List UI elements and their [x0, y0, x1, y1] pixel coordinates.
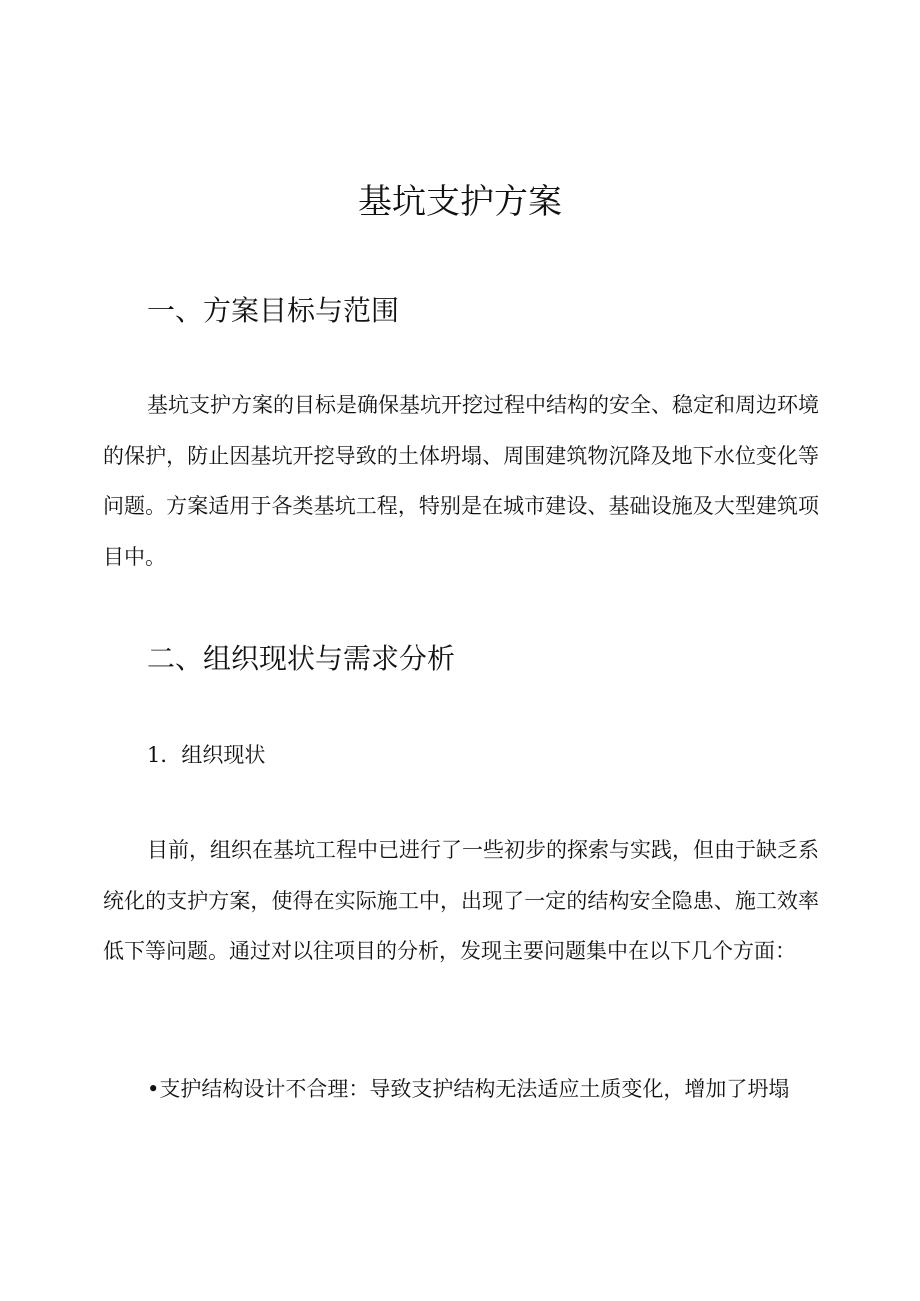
section-goals-paragraph: 基坑支护方案的目标是确保基坑开挖过程中结构的安全、稳定和周边环境的保护，防止因基坑开挖导致的土体坍塌、周围建筑物沉降及地下水位变化等问题。方案适用于各类基坑工程，特别是在城市建设、基础设施及大型建筑项目中。: [103, 393, 819, 569]
subsection-status-paragraph: 目前，组织在基坑工程中已进行了一些初步的探索与实践，但由于缺乏系统化的支护方案，使得在实际施工中，出现了一定的结构安全隐患、施工效率低下等问题。通过对以往项目的分析，发现主要问题集中在以下几个方面：: [103, 838, 819, 963]
bullet-item-design: •支护结构设计不合理：导致支护结构无法适应土质变化，增加了坍塌: [147, 1077, 790, 1101]
subsection-heading-status: 1．组织现状: [147, 743, 266, 767]
document-title: 基坑支护方案: [358, 182, 562, 222]
section-heading-goals: 一、方案目标与范围: [147, 294, 400, 327]
section-heading-analysis: 二、组织现状与需求分析: [147, 642, 456, 675]
